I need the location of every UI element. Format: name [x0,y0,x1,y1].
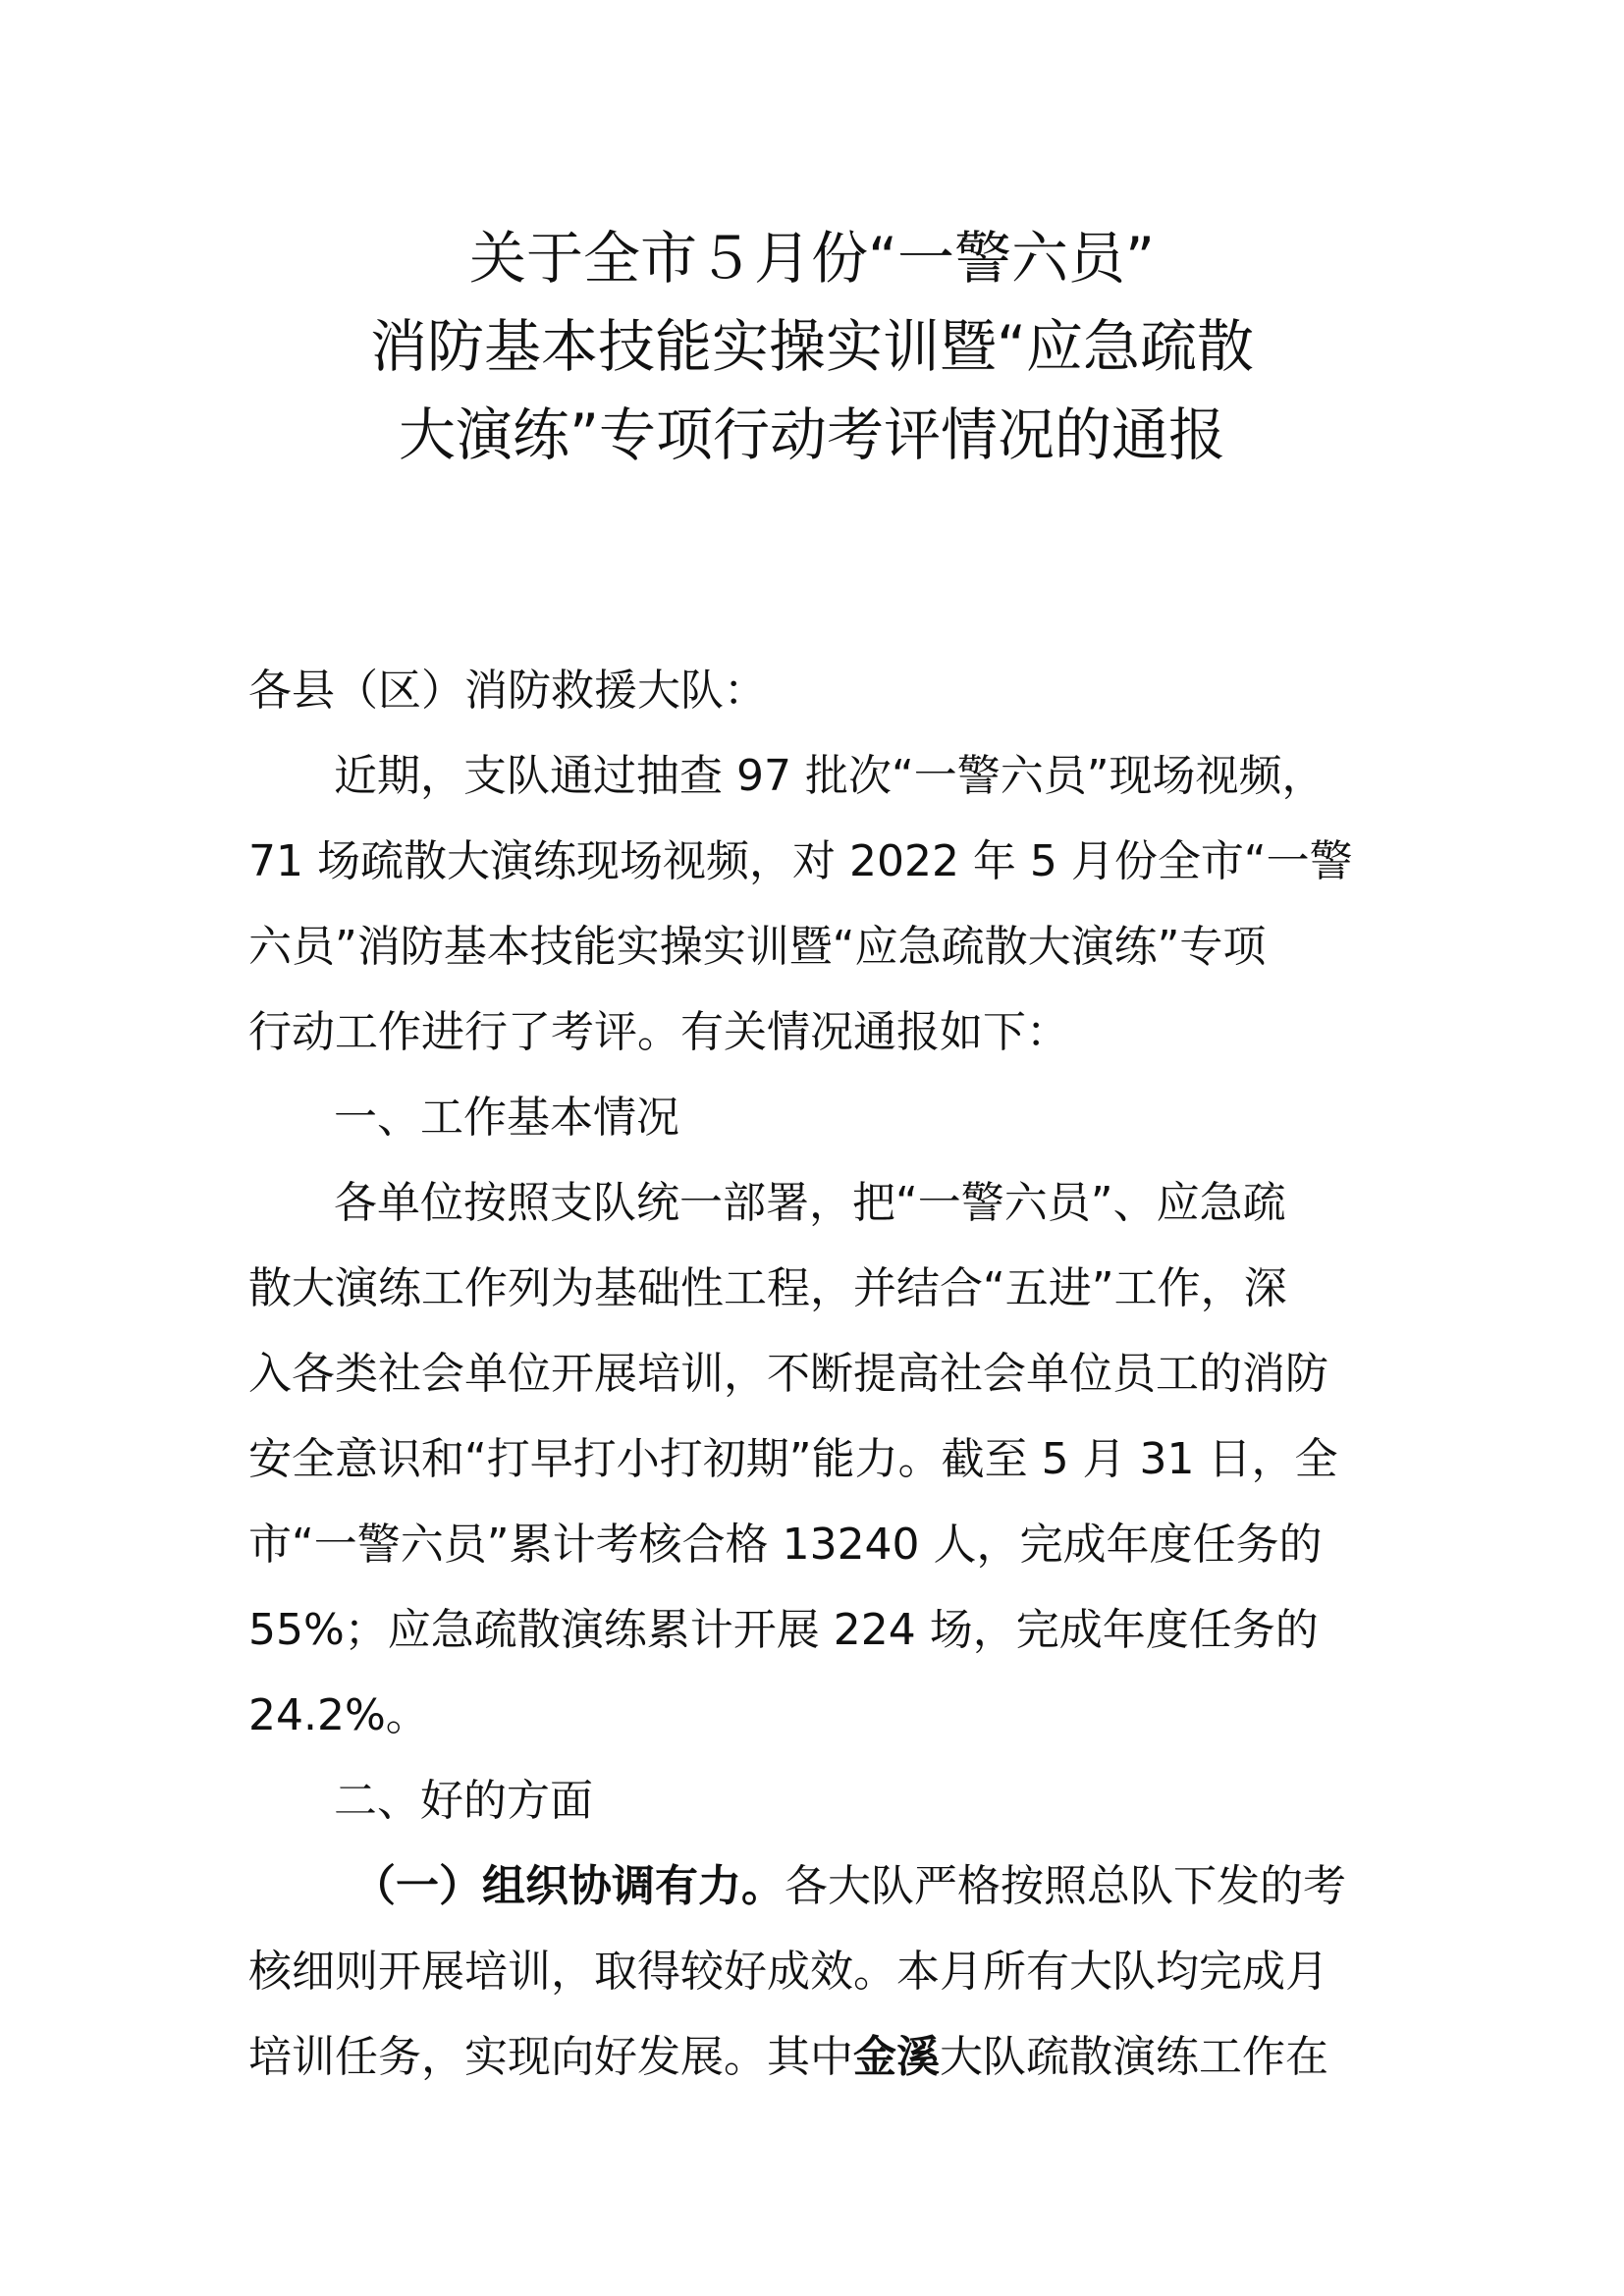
paragraph-3-bold-lead: （一）组织协调有力。 [352,1861,785,1911]
title-line-1: 关于全市５月份“一警六员” [468,225,1156,292]
paragraph-3-line-3-pre: 培训任务，实现向好发展。其中 [248,2032,853,2082]
section-heading-2: 二、好的方面 [334,1776,593,1826]
title-line-3: 大演练”专项行动考评情况的通报 [398,401,1226,468]
paragraph-2-line-7: 24.2%。 [248,1690,429,1740]
paragraph-1-line-3: 六员”消防基本技能实操实训暨“应急疏散大演练”专项 [248,922,1267,972]
paragraph-1-line-2: 71 场疏散大演练现场视频，对 2022 年 5 月份全市“一警 [248,836,1353,886]
paragraph-1-line-4: 行动工作进行了考评。有关情况通报如下： [248,1007,1069,1057]
paragraph-2-line-5: 市“一警六员”累计考核合格 13240 人，完成年度任务的 [248,1520,1323,1570]
document-body [248,648,1397,2100]
paragraph-3-line-1-rest: 各大队严格按照总队下发的考 [785,1861,1346,1911]
paragraph-2-line-2: 散大演练工作列为基础性工程，并结合“五进”工作，深 [248,1263,1287,1313]
paragraph-2-line-1: 各单位按照支队统一部署，把“一警六员”、应急疏 [334,1178,1286,1228]
paragraph-3-line-1 [248,1843,1397,1929]
paragraph-2-line-6: 55%；应急疏散演练累计开展 224 场，完成年度任务的 [248,1605,1319,1655]
paragraph-3-line-3-post: 大队疏散演练工作在 [940,2032,1328,2082]
paragraph-3-line-2: 核细则开展培训，取得较好成效。本月所有大队均完成月 [248,1947,1328,1997]
paragraph-2-line-4: 安全意识和“打早打小打初期”能力。截至 5 月 31 日，全 [248,1434,1338,1484]
section-heading-1: 一、工作基本情况 [334,1093,679,1143]
document-title [245,214,1379,479]
title-line-2: 消防基本技能实操实训暨“应急疏散 [369,313,1255,380]
paragraph-2-line-3: 入各类社会单位开展培训，不断提高社会单位员工的消防 [248,1349,1328,1399]
paragraph-3-line-3 [248,2014,1397,2100]
salutation: 各县（区）消防救援大队： [248,666,767,716]
paragraph-3-bold-name: 金溪 [853,2032,940,2082]
paragraph-1-line-1: 近期，支队通过抽查 97 批次“一警六员”现场视频， [334,751,1326,801]
